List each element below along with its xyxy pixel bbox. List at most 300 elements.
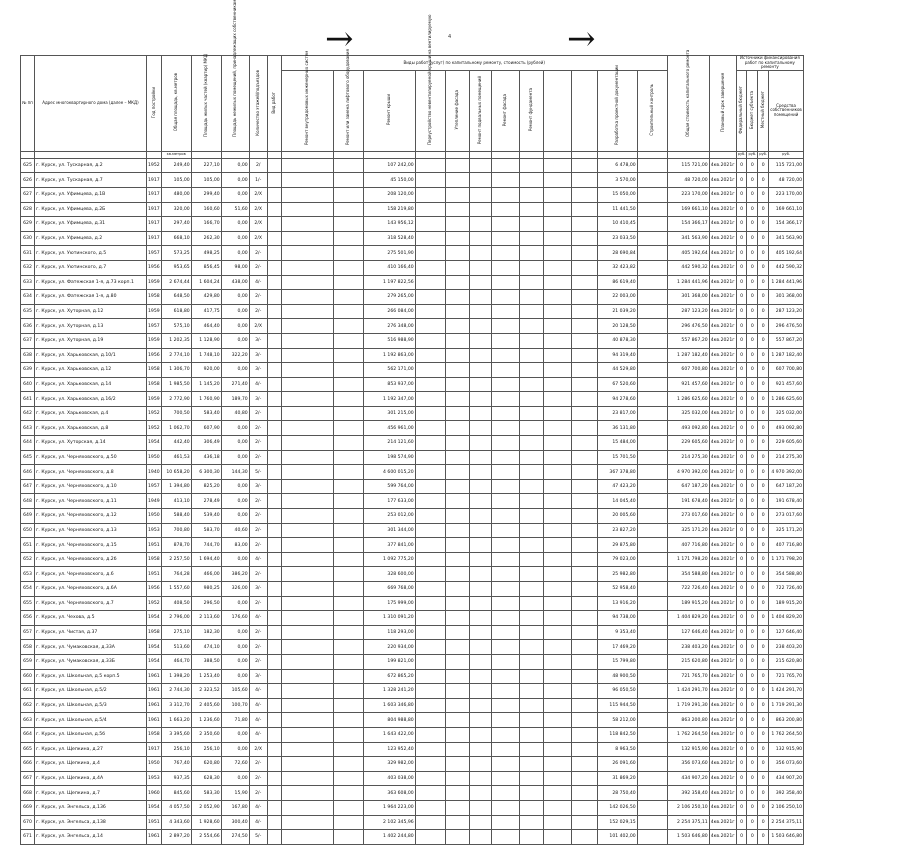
row-funding-federal: 0 [736, 406, 747, 421]
row-plan-year: 4кв.2021г [709, 406, 736, 421]
row-work-4 [415, 231, 445, 246]
row-work-8 [519, 596, 543, 611]
row-funding-federal: 0 [736, 727, 747, 742]
row-work-control [637, 698, 667, 713]
row-kind [267, 509, 281, 524]
row-work-8 [519, 552, 543, 567]
row-work-1 [281, 465, 333, 480]
row-year: 1954 [147, 800, 162, 815]
row-funding-region: 0 [747, 304, 758, 319]
row-nonliving-area: 0,00 [221, 290, 249, 305]
row-funding-region: 0 [747, 158, 758, 173]
row-year: 1954 [147, 654, 162, 669]
row-floors: 4/- [249, 275, 267, 290]
row-kind [267, 260, 281, 275]
row-total-cost: 2 106 250,10 [667, 800, 709, 815]
row-nonliving-area: 0,00 [221, 640, 249, 655]
row-work-8 [519, 713, 543, 728]
row-funding-region: 0 [747, 640, 758, 655]
row-total-cost: 722 726,40 [667, 582, 709, 597]
row-plan-year: 4кв.2021г [709, 217, 736, 232]
row-plan-year: 4кв.2021г [709, 231, 736, 246]
row-area: 575,10 [161, 319, 191, 334]
row-work-9 [543, 202, 571, 217]
row-work-9 [543, 625, 571, 640]
row-floors: 4/- [249, 815, 267, 830]
row-plan-year: 4кв.2021г [709, 596, 736, 611]
row-plan-year: 4кв.2021г [709, 509, 736, 524]
row-work-1 [281, 187, 333, 202]
row-number: 650 [21, 523, 35, 538]
row-work-design: 101 402,00 [597, 830, 637, 845]
row-work-5 [445, 830, 469, 845]
row-work-7 [491, 815, 519, 830]
row-funding-owners: 191 678,40 [769, 494, 804, 509]
row-kind [267, 596, 281, 611]
row-work-control [637, 640, 667, 655]
row-plan-year: 4кв.2021г [709, 582, 736, 597]
row-work-control [637, 538, 667, 553]
row-work-10 [571, 640, 597, 655]
row-work-7 [491, 465, 519, 480]
row-work-6 [469, 771, 491, 786]
row-year: 1957 [147, 479, 162, 494]
row-work-6 [469, 421, 491, 436]
row-kind [267, 231, 281, 246]
header-work-3: Ремонт крыши [363, 70, 415, 151]
row-work-7 [491, 275, 519, 290]
row-work-8 [519, 421, 543, 436]
row-area: 3 395,60 [161, 727, 191, 742]
row-work-10 [571, 392, 597, 407]
row-work-roof: 45 150,00 [363, 173, 415, 188]
row-work-8 [519, 319, 543, 334]
row-floors: 2/- [249, 494, 267, 509]
row-year: 1917 [147, 217, 162, 232]
row-funding-federal: 0 [736, 669, 747, 684]
row-total-cost: 493 092,80 [667, 421, 709, 436]
row-work-8 [519, 202, 543, 217]
row-work-roof: 118 293,00 [363, 625, 415, 640]
row-area: 249,40 [161, 158, 191, 173]
row-work-4 [415, 713, 445, 728]
row-work-7 [491, 173, 519, 188]
row-plan-year: 4кв.2021г [709, 640, 736, 655]
row-work-9 [543, 684, 571, 699]
row-work-10 [571, 757, 597, 772]
row-funding-owners: 132 915,90 [769, 742, 804, 757]
row-work-design: 142 026,50 [597, 800, 637, 815]
row-area: 3 312,70 [161, 698, 191, 713]
row-funding-local: 0 [758, 187, 769, 202]
row-work-4 [415, 246, 445, 261]
row-work-1 [281, 479, 333, 494]
row-work-10 [571, 421, 597, 436]
row-work-1 [281, 669, 333, 684]
table-row [21, 815, 804, 830]
row-number: 637 [21, 333, 35, 348]
unit-owners: руб. [769, 151, 804, 158]
row-address: г. Курск, ул. Уютинского, д.7 [35, 260, 147, 275]
row-work-8 [519, 406, 543, 421]
row-work-1 [281, 304, 333, 319]
row-work-7 [491, 640, 519, 655]
row-funding-owners: 407 716,80 [769, 538, 804, 553]
row-work-roof: 403 038,00 [363, 771, 415, 786]
row-year: 1961 [147, 830, 162, 845]
row-work-8 [519, 436, 543, 451]
row-work-4 [415, 392, 445, 407]
row-funding-federal: 0 [736, 363, 747, 378]
row-work-roof: 562 171,00 [363, 363, 415, 378]
row-area: 1 202,35 [161, 333, 191, 348]
row-work-2 [333, 436, 363, 451]
row-work-1 [281, 742, 333, 757]
row-address: г. Курск, ул. Черняховского, д.8 [35, 465, 147, 480]
row-total-cost: 1 719 291,30 [667, 698, 709, 713]
row-work-9 [543, 698, 571, 713]
row-work-7 [491, 523, 519, 538]
row-funding-federal: 0 [736, 625, 747, 640]
row-floors: 2/- [249, 596, 267, 611]
row-kind [267, 304, 281, 319]
row-work-6 [469, 552, 491, 567]
row-address: г. Курск, ул. Щепкина, д.4А [35, 771, 147, 786]
row-work-2 [333, 611, 363, 626]
row-nonliving-area: 438,00 [221, 275, 249, 290]
row-work-2 [333, 246, 363, 261]
row-work-design: 3 570,00 [597, 173, 637, 188]
row-work-9 [543, 713, 571, 728]
row-work-6 [469, 202, 491, 217]
row-plan-year: 4кв.2021г [709, 450, 736, 465]
row-work-8 [519, 509, 543, 524]
row-work-5 [445, 523, 469, 538]
row-work-control [637, 552, 667, 567]
row-work-6 [469, 290, 491, 305]
row-nonliving-area: 40,60 [221, 523, 249, 538]
row-work-9 [543, 567, 571, 582]
header-area: Общая площадь, кв.метров [161, 56, 191, 152]
row-kind [267, 567, 281, 582]
row-living-area: 388,50 [191, 654, 221, 669]
row-work-design: 118 842,50 [597, 727, 637, 742]
row-work-4 [415, 275, 445, 290]
row-work-control [637, 187, 667, 202]
table-row [21, 582, 804, 597]
row-work-roof: 1 328 241,20 [363, 684, 415, 699]
row-work-1 [281, 567, 333, 582]
row-work-8 [519, 304, 543, 319]
row-work-9 [543, 275, 571, 290]
row-funding-local: 0 [758, 742, 769, 757]
row-work-9 [543, 611, 571, 626]
row-total-cost: 325 032,00 [667, 406, 709, 421]
row-work-2 [333, 363, 363, 378]
row-work-control [637, 654, 667, 669]
row-work-9 [543, 436, 571, 451]
row-work-2 [333, 260, 363, 275]
row-work-4 [415, 465, 445, 480]
row-funding-federal: 0 [736, 275, 747, 290]
row-work-2 [333, 158, 363, 173]
row-work-4 [415, 830, 445, 845]
row-living-area: 6 300,30 [191, 465, 221, 480]
row-nonliving-area: 0,00 [221, 509, 249, 524]
table-row [21, 757, 804, 772]
row-nonliving-area: 0,00 [221, 158, 249, 173]
row-living-area: 1 236,60 [191, 713, 221, 728]
row-work-8 [519, 727, 543, 742]
row-funding-local: 0 [758, 494, 769, 509]
row-work-9 [543, 450, 571, 465]
row-funding-owners: 863 200,80 [769, 713, 804, 728]
row-work-design: 28 750,40 [597, 786, 637, 801]
row-work-6 [469, 392, 491, 407]
row-kind [267, 625, 281, 640]
row-work-9 [543, 669, 571, 684]
row-funding-region: 0 [747, 465, 758, 480]
header-work-7: Ремонт фасада [491, 70, 519, 151]
row-work-10 [571, 304, 597, 319]
row-funding-region: 0 [747, 713, 758, 728]
row-work-5 [445, 187, 469, 202]
row-total-cost: 1 424 291,70 [667, 684, 709, 699]
row-kind [267, 552, 281, 567]
row-work-10 [571, 815, 597, 830]
row-work-10 [571, 363, 597, 378]
row-nonliving-area: 0,00 [221, 187, 249, 202]
row-nonliving-area: 0,00 [221, 363, 249, 378]
row-funding-federal: 0 [736, 596, 747, 611]
row-funding-federal: 0 [736, 348, 747, 363]
row-work-control [637, 684, 667, 699]
row-plan-year: 4кв.2021г [709, 742, 736, 757]
row-living-area: 583,30 [191, 786, 221, 801]
row-plan-year: 4кв.2021г [709, 363, 736, 378]
row-work-5 [445, 786, 469, 801]
row-plan-year: 4кв.2021г [709, 246, 736, 261]
row-work-5 [445, 713, 469, 728]
row-work-7 [491, 800, 519, 815]
row-work-10 [571, 158, 597, 173]
row-kind [267, 757, 281, 772]
row-total-cost: 189 915,20 [667, 596, 709, 611]
row-funding-owners: 721 765,70 [769, 669, 804, 684]
header-funding-group: Источники финансирования работ по капитальному ремонту [736, 56, 803, 71]
row-number: 643 [21, 421, 35, 436]
row-plan-year: 4кв.2021г [709, 538, 736, 553]
table-row [21, 377, 804, 392]
row-plan-year: 4кв.2021г [709, 319, 736, 334]
row-work-2 [333, 494, 363, 509]
row-funding-owners: 301 368,00 [769, 290, 804, 305]
row-funding-region: 0 [747, 479, 758, 494]
table-row [21, 406, 804, 421]
row-work-roof: 276 348,00 [363, 319, 415, 334]
row-work-9 [543, 830, 571, 845]
row-nonliving-area: 72,60 [221, 757, 249, 772]
row-floors: 2/ [249, 158, 267, 173]
row-funding-federal: 0 [736, 611, 747, 626]
row-nonliving-area: 0,00 [221, 552, 249, 567]
row-work-control [637, 713, 667, 728]
row-work-7 [491, 348, 519, 363]
row-work-8 [519, 465, 543, 480]
row-work-8 [519, 625, 543, 640]
row-funding-owners: 154 366,17 [769, 217, 804, 232]
row-floors: 2/- [249, 436, 267, 451]
row-work-8 [519, 830, 543, 845]
row-year: 1951 [147, 538, 162, 553]
table-row [21, 275, 804, 290]
row-work-1 [281, 654, 333, 669]
row-work-design: 29 875,80 [597, 538, 637, 553]
row-funding-owners: 607 700,80 [769, 363, 804, 378]
row-funding-federal: 0 [736, 552, 747, 567]
row-kind [267, 421, 281, 436]
row-year: 1952 [147, 596, 162, 611]
row-plan-year: 4кв.2021г [709, 494, 736, 509]
row-work-7 [491, 450, 519, 465]
row-nonliving-area: 0,00 [221, 669, 249, 684]
table-row [21, 158, 804, 173]
row-work-control [637, 523, 667, 538]
row-nonliving-area: 0,00 [221, 625, 249, 640]
row-work-6 [469, 698, 491, 713]
row-funding-region: 0 [747, 319, 758, 334]
row-work-1 [281, 377, 333, 392]
row-year: 1956 [147, 582, 162, 597]
row-work-5 [445, 727, 469, 742]
row-work-7 [491, 202, 519, 217]
row-living-area: 182,30 [191, 625, 221, 640]
row-work-9 [543, 640, 571, 655]
row-work-1 [281, 786, 333, 801]
row-work-4 [415, 479, 445, 494]
row-work-5 [445, 800, 469, 815]
row-area: 297,40 [161, 217, 191, 232]
row-living-area: 825,20 [191, 479, 221, 494]
row-work-roof: 220 934,00 [363, 640, 415, 655]
row-funding-region: 0 [747, 727, 758, 742]
row-kind [267, 727, 281, 742]
row-work-control [637, 479, 667, 494]
row-funding-owners: 722 726,40 [769, 582, 804, 597]
table-row [21, 173, 804, 188]
row-work-1 [281, 450, 333, 465]
row-living-area: 2 323,52 [191, 684, 221, 699]
row-total-cost: 127 646,40 [667, 625, 709, 640]
row-floors: 4/- [249, 377, 267, 392]
row-work-10 [571, 479, 597, 494]
row-work-9 [543, 800, 571, 815]
row-funding-local: 0 [758, 800, 769, 815]
row-year: 1959 [147, 304, 162, 319]
row-address: г. Курск, ул. Фатежская 1-я, д.80 [35, 290, 147, 305]
row-living-area: 306,49 [191, 436, 221, 451]
row-work-7 [491, 625, 519, 640]
row-work-9 [543, 246, 571, 261]
row-year: 1917 [147, 173, 162, 188]
row-number: 638 [21, 348, 35, 363]
row-work-roof: 853 937,00 [363, 377, 415, 392]
row-floors: 2/- [249, 509, 267, 524]
row-number: 668 [21, 786, 35, 801]
row-total-cost: 238 403,20 [667, 640, 709, 655]
row-work-10 [571, 406, 597, 421]
row-work-4 [415, 450, 445, 465]
row-work-control [637, 392, 667, 407]
row-address: г. Курск, ул. Школьная, д.5/3 [35, 698, 147, 713]
row-funding-local: 0 [758, 158, 769, 173]
row-funding-owners: 215 620,80 [769, 654, 804, 669]
row-living-area: 2 350,60 [191, 727, 221, 742]
row-area: 105,00 [161, 173, 191, 188]
row-living-area: 1 748,10 [191, 348, 221, 363]
row-work-5 [445, 596, 469, 611]
row-work-5 [445, 654, 469, 669]
row-floors: 2/Х [249, 187, 267, 202]
row-year: 1917 [147, 742, 162, 757]
row-funding-federal: 0 [736, 830, 747, 845]
row-work-2 [333, 552, 363, 567]
row-plan-year: 4кв.2021г [709, 815, 736, 830]
row-funding-local: 0 [758, 727, 769, 742]
row-work-6 [469, 669, 491, 684]
row-living-area: 856,45 [191, 260, 221, 275]
row-work-10 [571, 538, 597, 553]
row-floors: 2/Х [249, 319, 267, 334]
row-work-10 [571, 786, 597, 801]
row-work-9 [543, 582, 571, 597]
row-funding-federal: 0 [736, 465, 747, 480]
row-year: 1961 [147, 684, 162, 699]
row-funding-local: 0 [758, 333, 769, 348]
row-work-5 [445, 538, 469, 553]
row-kind [267, 348, 281, 363]
row-funding-federal: 0 [736, 771, 747, 786]
row-year: 1956 [147, 348, 162, 363]
row-total-cost: 287 123,20 [667, 304, 709, 319]
row-work-2 [333, 290, 363, 305]
row-work-roof: 198 574,90 [363, 450, 415, 465]
row-work-9 [543, 742, 571, 757]
row-funding-local: 0 [758, 830, 769, 845]
row-work-1 [281, 275, 333, 290]
row-work-7 [491, 231, 519, 246]
row-nonliving-area: 189,70 [221, 392, 249, 407]
row-work-6 [469, 611, 491, 626]
row-work-5 [445, 640, 469, 655]
row-work-7 [491, 304, 519, 319]
row-total-cost: 214 275,30 [667, 450, 709, 465]
row-work-9 [543, 523, 571, 538]
row-funding-owners: 1 287 182,40 [769, 348, 804, 363]
row-work-6 [469, 654, 491, 669]
row-kind [267, 494, 281, 509]
table-row [21, 771, 804, 786]
row-work-8 [519, 698, 543, 713]
table-row [21, 450, 804, 465]
row-year: 1917 [147, 187, 162, 202]
row-work-design: 86 619,40 [597, 275, 637, 290]
row-number: 625 [21, 158, 35, 173]
row-work-1 [281, 217, 333, 232]
row-nonliving-area: 0,00 [221, 596, 249, 611]
row-work-1 [281, 158, 333, 173]
row-work-roof: 4 600 015,20 [363, 465, 415, 480]
